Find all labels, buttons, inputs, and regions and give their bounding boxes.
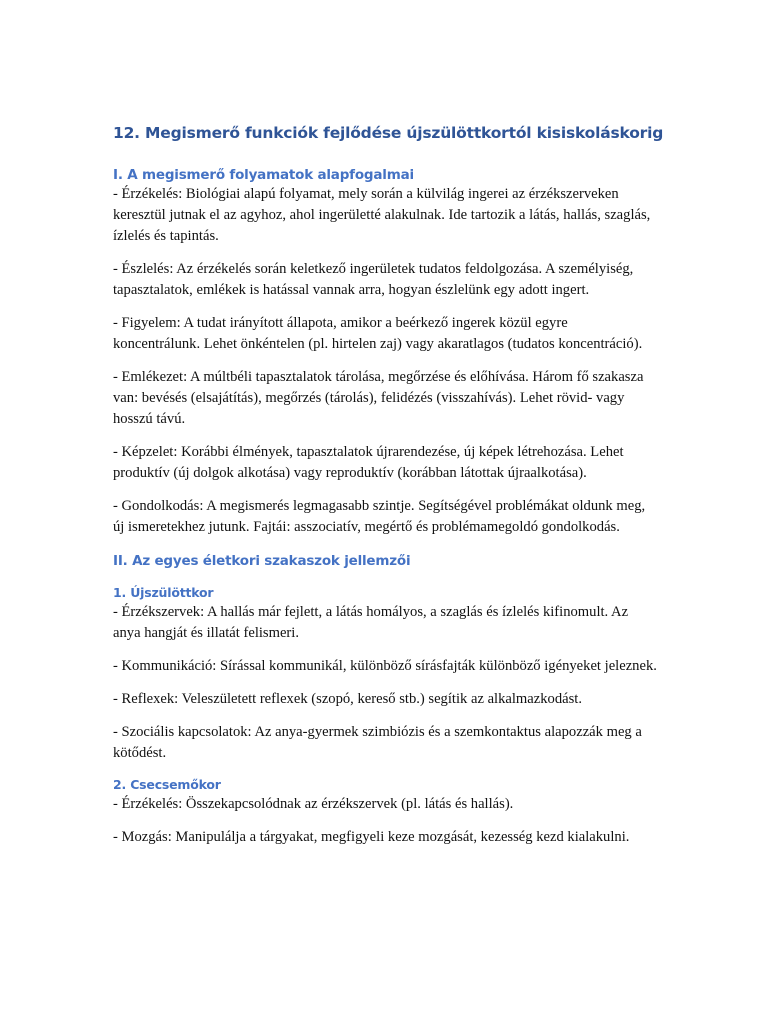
document-page <box>113 122 664 860</box>
subsection-heading: 1. Újszülöttkor <box>113 585 214 600</box>
paragraph-gondolkodas: - Gondolkodás: A megismerés legmagasabb szintje. Segítségével problémákat oldunk meg, új ismeretekhez jutunk. Fajtái: asszociatív, megértő és problémamegoldó gondolkodás. <box>113 498 646 535</box>
paragraph-kommunikacio: - Kommunikáció: Sírással kommunikál, különböző sírásfajták különböző igényeket jeleznek. <box>113 658 657 674</box>
paragraph-kepzelet: - Képzelet: Korábbi élmények, tapasztalatok újrarendezése, új képek létrehozása. Lehet produktív (új dolgok alkotása) vagy reproduktív (korábban látottak újraalkotása). <box>113 444 624 481</box>
subsection-newborn <box>113 584 658 764</box>
section-heading: I. A megismerő folyamatok alapfogalmai <box>113 167 414 183</box>
paragraph-erzekeles-infant: - Érzékelés: Összekapcsolódnak az érzékszervek (pl. látás és hallás). <box>113 796 514 812</box>
paragraph-szocialis: - Szociális kapcsolatok: Az anya-gyermek szimbiózis és a szemkontaktus alapozzák meg a kötődést. <box>113 724 642 761</box>
paragraph-mozgas: - Mozgás: Manipulálja a tárgyakat, megfigyeli keze mozgását, kezesség kezd kialakulni. <box>113 829 630 845</box>
subsection-heading: 2. Csecsemőkor <box>113 777 221 792</box>
paragraph-emlekezet: - Emlékezet: A múltbéli tapasztalatok tárolása, megőrzése és előhívása. Három fő szakasza van: bevésés (elsajátítás), megőrzés (tárolás), felidézés (visszahívás). Lehet rövid- vagy hosszú távú. <box>113 369 644 427</box>
paragraph-erzekszervek: - Érzékszervek: A hallás már fejlett, a látás homályos, a szaglás és ízlelés kifinomult. Az anya hangját és illatát felismeri. <box>113 604 629 641</box>
subsection-infancy <box>113 776 658 848</box>
paragraph-figyelem: - Figyelem: A tudat irányított állapota, amikor a beérkező ingerek közül egyre koncentrálunk. Lehet önkéntelen (pl. hirtelen zaj) vagy akaratlagos (tudatos koncentráció). <box>113 315 643 352</box>
section-heading: II. Az egyes életkori szakaszok jellemzői <box>113 553 411 569</box>
document-title: 12. Megismerő funkciók fejlődése újszülöttkortól kisiskoláskorig <box>113 124 664 142</box>
paragraph-erzekeles: - Érzékelés: Biológiai alapú folyamat, mely során a külvilág ingerei az érzékszerveken keresztül jutnak el az agyhoz, ahol ingerületté alakulnak. Ide tartozik a látás, hallás, szaglás, ízlelés és tapintás. <box>113 186 651 244</box>
paragraph-eszleles: - Észlelés: Az érzékelés során keletkező ingerületek tudatos feldolgozása. A személyiség, tapasztalatok, emlékek is hatással vannak arra, hogyan észlelünk egy adott ingert. <box>113 261 634 298</box>
section-basic-concepts <box>113 166 658 538</box>
section-age-stages <box>113 552 658 848</box>
paragraph-reflexek: - Reflexek: Veleszületett reflexek (szopó, kereső stb.) segítik az alkalmazkodást. <box>113 691 582 707</box>
